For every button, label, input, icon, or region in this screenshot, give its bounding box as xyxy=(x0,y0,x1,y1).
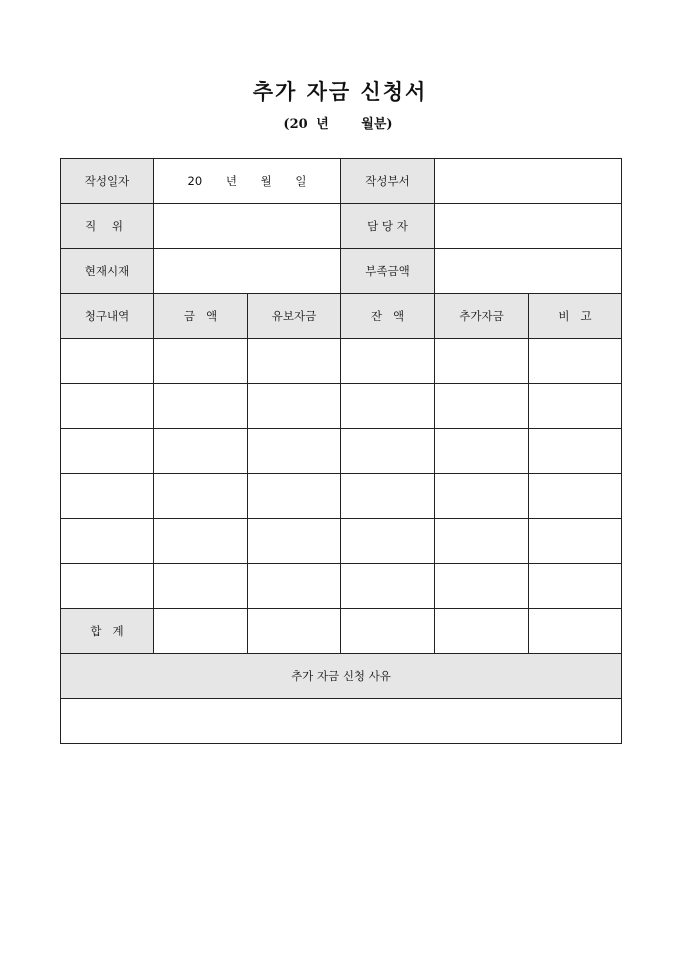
page-title: 추가 자금 신청서 xyxy=(252,79,428,104)
total-amount[interactable] xyxy=(154,609,248,654)
cell-amount[interactable] xyxy=(154,384,248,429)
column-header-note: 비 고 xyxy=(529,294,622,339)
cell-note[interactable] xyxy=(529,429,622,474)
cell-claim[interactable] xyxy=(61,429,154,474)
cell-balance[interactable] xyxy=(341,519,435,564)
cell-amount[interactable] xyxy=(154,564,248,609)
cell-additional[interactable] xyxy=(435,429,529,474)
cell-reserve[interactable] xyxy=(248,474,341,519)
position-label: 직 위 xyxy=(61,204,154,249)
dept-label: 작성부서 xyxy=(341,159,435,204)
cell-reserve[interactable] xyxy=(248,339,341,384)
subtitle-month-unit: 월분) xyxy=(361,117,393,132)
cell-note[interactable] xyxy=(529,384,622,429)
column-header-amount: 금 액 xyxy=(154,294,248,339)
date-year: 20 xyxy=(187,174,203,188)
date-field[interactable] xyxy=(154,159,341,204)
data-row xyxy=(61,474,622,519)
column-header-claim: 청구내역 xyxy=(61,294,154,339)
cell-additional[interactable] xyxy=(435,564,529,609)
total-note[interactable] xyxy=(529,609,622,654)
info-row-date xyxy=(61,159,622,204)
cell-amount[interactable] xyxy=(154,429,248,474)
cell-balance[interactable] xyxy=(341,474,435,519)
date-label: 작성일자 xyxy=(61,159,154,204)
cell-reserve[interactable] xyxy=(248,564,341,609)
cell-amount[interactable] xyxy=(154,519,248,564)
cell-balance[interactable] xyxy=(341,384,435,429)
total-label: 합 계 xyxy=(61,609,154,654)
date-month-unit: 월 xyxy=(260,174,272,188)
data-row xyxy=(61,564,622,609)
total-additional[interactable] xyxy=(435,609,529,654)
cell-reserve[interactable] xyxy=(248,519,341,564)
column-header-balance: 잔 액 xyxy=(341,294,435,339)
shortage-label: 부족금액 xyxy=(341,249,435,294)
column-header-row xyxy=(61,294,622,339)
cell-balance[interactable] xyxy=(341,564,435,609)
column-header-additional: 추가자금 xyxy=(435,294,529,339)
reason-header: 추가 자금 신청 사유 xyxy=(61,654,622,699)
reason-body-field[interactable] xyxy=(61,699,622,744)
position-field[interactable] xyxy=(154,204,341,249)
cell-additional[interactable] xyxy=(435,384,529,429)
total-balance[interactable] xyxy=(341,609,435,654)
data-row xyxy=(61,429,622,474)
cell-claim[interactable] xyxy=(61,519,154,564)
cell-note[interactable] xyxy=(529,564,622,609)
cell-reserve[interactable] xyxy=(248,429,341,474)
reason-header-row xyxy=(61,654,622,699)
cell-claim[interactable] xyxy=(61,564,154,609)
data-row xyxy=(61,339,622,384)
subtitle-year-unit: 년 xyxy=(316,117,329,132)
cell-amount[interactable] xyxy=(154,474,248,519)
cell-claim[interactable] xyxy=(61,384,154,429)
column-header-reserve: 유보자금 xyxy=(248,294,341,339)
cell-additional[interactable] xyxy=(435,339,529,384)
cell-additional[interactable] xyxy=(435,474,529,519)
info-row-position xyxy=(61,204,622,249)
cell-note[interactable] xyxy=(529,339,622,384)
shortage-field[interactable] xyxy=(435,249,622,294)
date-day-unit: 일 xyxy=(295,174,307,188)
cell-amount[interactable] xyxy=(154,339,248,384)
cell-additional[interactable] xyxy=(435,519,529,564)
manager-label: 담 당 자 xyxy=(341,204,435,249)
current-cash-field[interactable] xyxy=(154,249,341,294)
total-reserve[interactable] xyxy=(248,609,341,654)
total-row xyxy=(61,609,622,654)
cell-note[interactable] xyxy=(529,474,622,519)
manager-field[interactable] xyxy=(435,204,622,249)
cell-claim[interactable] xyxy=(61,339,154,384)
fund-request-form xyxy=(60,158,622,744)
cell-balance[interactable] xyxy=(341,339,435,384)
date-year-unit: 년 xyxy=(225,174,237,188)
current-cash-label: 현재시재 xyxy=(61,249,154,294)
cell-balance[interactable] xyxy=(341,429,435,474)
reason-body-row xyxy=(61,699,622,744)
cell-note[interactable] xyxy=(529,519,622,564)
data-row xyxy=(61,384,622,429)
cell-claim[interactable] xyxy=(61,474,154,519)
page-subtitle xyxy=(0,113,680,132)
cell-reserve[interactable] xyxy=(248,384,341,429)
dept-field[interactable] xyxy=(435,159,622,204)
info-row-balance xyxy=(61,249,622,294)
data-row xyxy=(61,519,622,564)
subtitle-year-prefix: (20 xyxy=(283,117,308,132)
